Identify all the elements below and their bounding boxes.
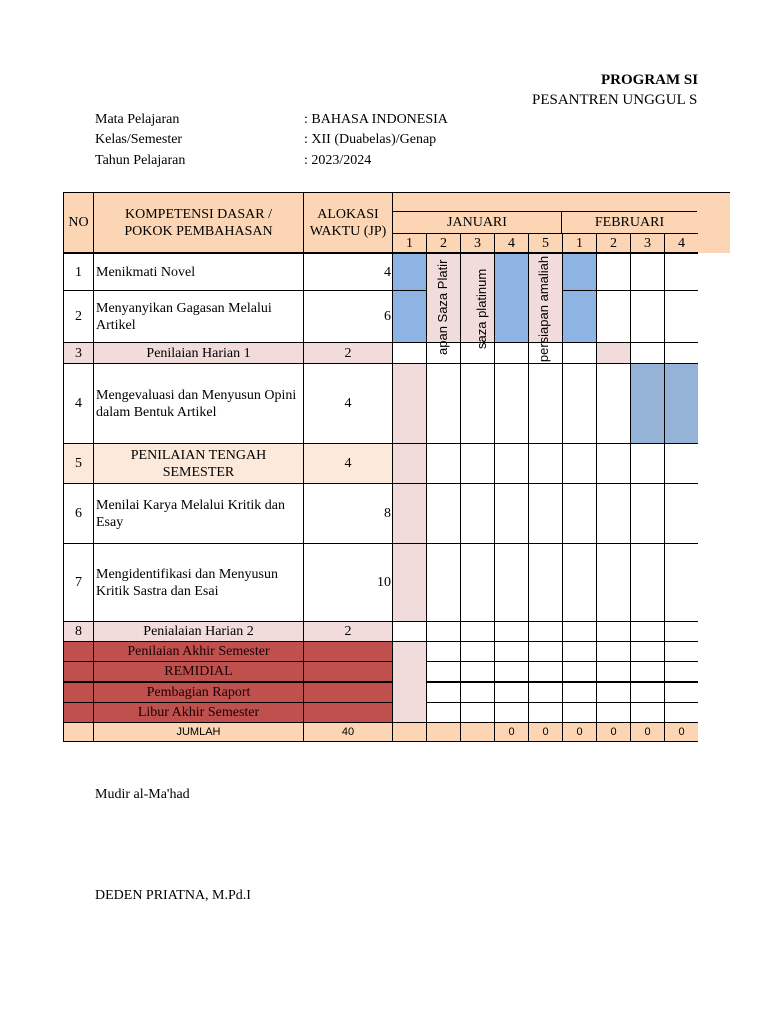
- row-kompetensi: Menikmati Novel: [93, 253, 304, 291]
- week-cell: [494, 363, 529, 444]
- row-kompetensi: Menyanyikan Gagasan Melalui Artikel: [93, 290, 304, 343]
- month-februari: FEBRUARI: [561, 211, 697, 234]
- col-header-kd: KOMPETENSI DASAR / POKOK PEMBAHASAN: [93, 192, 304, 253]
- week-cell: [630, 621, 665, 642]
- total-week: 0: [562, 722, 597, 742]
- week-header: 3: [630, 233, 665, 253]
- total-week: 0: [494, 722, 529, 742]
- end-row-no: [63, 661, 94, 682]
- end-row-label: REMIDIAL: [93, 661, 304, 682]
- week-cell: [562, 443, 597, 484]
- week-cell: [596, 483, 631, 544]
- week-cell: [664, 682, 698, 703]
- week-cell: [630, 702, 665, 723]
- col-header-blank: [392, 192, 697, 212]
- week-cell: [460, 661, 495, 682]
- row-alokasi: 4: [303, 443, 393, 484]
- week-cell: [494, 342, 529, 364]
- total-week: 0: [664, 722, 698, 742]
- week-cell: [596, 702, 631, 723]
- row-no: 7: [63, 543, 94, 622]
- col-header-alokasi: ALOKASI WAKTU (JP): [303, 192, 393, 253]
- week-cell: [562, 543, 597, 622]
- row-alokasi: 2: [303, 342, 393, 364]
- week-header: 4: [494, 233, 529, 253]
- week-cell: [392, 290, 427, 343]
- end-row-jp: [303, 641, 393, 662]
- week-cell: [494, 483, 529, 544]
- week-cell: [596, 342, 631, 364]
- week-cell: [392, 543, 427, 622]
- week-cell: [562, 483, 597, 544]
- week-header: 3: [460, 233, 495, 253]
- week-cell: [596, 661, 631, 682]
- program-title: PROGRAM SI: [601, 72, 699, 88]
- week-cell: [664, 290, 698, 343]
- row-no: 8: [63, 621, 94, 642]
- week-cell: [494, 443, 529, 484]
- week-cell: [494, 682, 529, 703]
- month-januari: JANUARI: [392, 211, 562, 234]
- total-week: 0: [630, 722, 665, 742]
- week-cell: [392, 483, 427, 544]
- week-cell: [596, 621, 631, 642]
- week-cell: [562, 363, 597, 444]
- week-header: 5: [528, 233, 563, 253]
- week-cell: [460, 483, 495, 544]
- total-week: 0: [528, 722, 563, 742]
- week-cell: [596, 682, 631, 703]
- header-extension: [697, 192, 730, 253]
- week-cell: [596, 543, 631, 622]
- week-cell: [664, 661, 698, 682]
- week-cell: [392, 253, 427, 291]
- week-header: 2: [596, 233, 631, 253]
- total-week: [392, 722, 427, 742]
- week-cell: [596, 641, 631, 662]
- row-no: 3: [63, 342, 94, 364]
- week-cell: [664, 543, 698, 622]
- week-cell: [630, 641, 665, 662]
- week-cell: [528, 443, 563, 484]
- end-row-no: [63, 702, 94, 723]
- meta-value-year: : 2023/2024: [304, 153, 372, 168]
- week-cell: [460, 621, 495, 642]
- week-cell: [494, 253, 529, 343]
- week-cell: [426, 682, 461, 703]
- week-cell: [460, 682, 495, 703]
- week-cell: [392, 363, 427, 444]
- signature-role: Mudir al-Ma'had: [95, 787, 190, 802]
- week-cell: [664, 342, 698, 364]
- row-no: 4: [63, 363, 94, 444]
- week-cell: [664, 253, 698, 291]
- week-header: 1: [392, 233, 427, 253]
- week-header: 1: [562, 233, 597, 253]
- week-cell: [426, 483, 461, 544]
- row-kompetensi: Menilai Karya Melalui Kritik dan Esay: [93, 483, 304, 544]
- total-label: JUMLAH: [93, 722, 304, 742]
- signature-name: DEDEN PRIATNA, M.Pd.I: [95, 888, 251, 903]
- end-row-no: [63, 682, 94, 703]
- row-alokasi: 6: [303, 290, 393, 343]
- row-no: 2: [63, 290, 94, 343]
- week-cell: [630, 290, 665, 343]
- week-cell: [460, 543, 495, 622]
- week-cell: [426, 621, 461, 642]
- week-cell: [426, 641, 461, 662]
- week-cell: [596, 443, 631, 484]
- week-cell: [664, 443, 698, 484]
- week-cell: [664, 363, 698, 444]
- total-week: 0: [596, 722, 631, 742]
- end-row-jp: [303, 661, 393, 682]
- week-cell: [562, 661, 597, 682]
- week-cell: [596, 363, 631, 444]
- week-cell: [528, 363, 563, 444]
- end-row-no: [63, 641, 94, 662]
- week-header: 4: [664, 233, 698, 253]
- week-cell: [528, 621, 563, 642]
- week-cell: [426, 661, 461, 682]
- week-cell: [426, 443, 461, 484]
- week-cell-merged: [392, 641, 427, 723]
- meta-value-subject: : BAHASA INDONESIA: [304, 112, 448, 127]
- week-cell: [562, 342, 597, 364]
- meta-label-year: Tahun Pelajaran: [95, 153, 186, 168]
- week-cell: [426, 702, 461, 723]
- row-alokasi: 10: [303, 543, 393, 622]
- week-cell: [596, 290, 631, 343]
- week-cell: [630, 661, 665, 682]
- row-alokasi: 4: [303, 363, 393, 444]
- note-saza-platinum: saza platinum: [474, 268, 489, 349]
- row-kompetensi: Mengidentifikasi dan Menyusun Kritik Sastra dan Esai: [93, 543, 304, 622]
- row-kompetensi: Penialaian Harian 2: [93, 621, 304, 642]
- week-cell: [562, 702, 597, 723]
- week-cell: [664, 702, 698, 723]
- week-cell: [630, 443, 665, 484]
- week-cell: [528, 661, 563, 682]
- col-header-no: NO: [63, 192, 94, 253]
- meta-label-class: Kelas/Semester: [95, 132, 183, 147]
- week-cell: [392, 443, 427, 484]
- meta-value-class: : XII (Duabelas)/Genap: [304, 132, 437, 147]
- week-cell: [630, 363, 665, 444]
- week-cell: [664, 641, 698, 662]
- week-cell: [596, 253, 631, 291]
- week-cell: [630, 543, 665, 622]
- end-row-jp: [303, 702, 393, 723]
- week-cell: [528, 682, 563, 703]
- week-cell: [460, 702, 495, 723]
- end-row-jp: [303, 682, 393, 703]
- row-alokasi: 2: [303, 621, 393, 642]
- week-cell: [426, 543, 461, 622]
- week-cell: [528, 483, 563, 544]
- week-cell: [664, 483, 698, 544]
- note-persiapan-amaliah: persiapan amaliah: [536, 255, 551, 363]
- week-cell: [528, 702, 563, 723]
- row-alokasi: 4: [303, 253, 393, 291]
- week-cell: [494, 661, 529, 682]
- week-cell: [630, 483, 665, 544]
- row-kompetensi: Penilaian Harian 1: [93, 342, 304, 364]
- week-cell: [562, 253, 597, 291]
- total-week: [426, 722, 461, 742]
- week-cell: [392, 342, 427, 364]
- row-no: 6: [63, 483, 94, 544]
- week-cell: [664, 621, 698, 642]
- row-no: 1: [63, 253, 94, 291]
- week-cell: [630, 253, 665, 291]
- week-cell: [460, 443, 495, 484]
- row-alokasi: 8: [303, 483, 393, 544]
- week-cell: [562, 290, 597, 343]
- week-cell: [630, 342, 665, 364]
- school-name: PESANTREN UNGGUL S: [532, 92, 698, 108]
- week-cell: [460, 641, 495, 662]
- meta-label-subject: Mata Pelajaran: [95, 112, 180, 127]
- week-cell: [494, 641, 529, 662]
- week-cell: [392, 621, 427, 642]
- week-cell: [630, 682, 665, 703]
- week-cell: [426, 363, 461, 444]
- row-kompetensi: PENILAIAN TENGAH SEMESTER: [93, 443, 304, 484]
- week-cell: [528, 641, 563, 662]
- week-cell: [494, 702, 529, 723]
- total-jp: 40: [303, 722, 393, 742]
- week-cell: [494, 621, 529, 642]
- week-header: 2: [426, 233, 461, 253]
- row-kompetensi: Mengevaluasi dan Menyusun Opini dalam Bentuk Artikel: [93, 363, 304, 444]
- total-week: [460, 722, 495, 742]
- total-no: [63, 722, 94, 742]
- week-cell: [528, 543, 563, 622]
- week-cell: [562, 641, 597, 662]
- end-row-label: Libur Akhir Semester: [93, 702, 304, 723]
- row-no: 5: [63, 443, 94, 484]
- week-cell: [562, 621, 597, 642]
- end-row-label: Pembagian Raport: [93, 682, 304, 703]
- end-row-label: Penilaian Akhir Semester: [93, 641, 304, 662]
- week-cell: [562, 682, 597, 703]
- note-saza-platinum-prep: apan Saza Platir: [435, 259, 450, 355]
- week-cell: [494, 543, 529, 622]
- week-cell: [460, 363, 495, 444]
